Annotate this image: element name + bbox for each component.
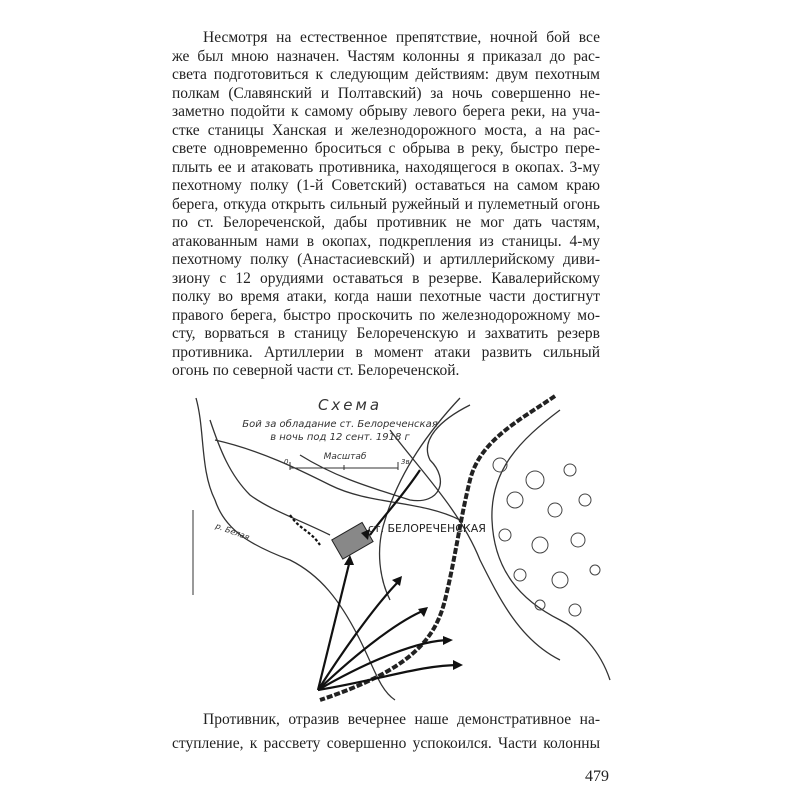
text-line: ступление, к рассвету совершенно успокоился. Части колонны xyxy=(172,735,600,752)
text-line: атакованным нами в окопах, подкрепления из станицы. 4-му xyxy=(172,232,600,250)
map-title: Схема xyxy=(317,396,383,414)
text-line: пехотному полку (1-й Советский) оставаться на самом краю xyxy=(172,177,600,194)
text-line: по ст. Белореченской, дабы противник не мог дать частям, xyxy=(172,214,600,231)
text-line: противника. Артиллерии в момент атаки развить сильный xyxy=(172,343,600,361)
scale-label: Масштаб xyxy=(323,452,367,462)
river-line xyxy=(492,410,610,680)
scale-end: 3в xyxy=(401,458,410,466)
station-block xyxy=(332,522,373,559)
text-line: заметно подойти к самому обрыву левого берега реки, на уча- xyxy=(172,103,600,120)
station-label: ст. БЕЛОРЕЧЕНСКАЯ xyxy=(368,522,486,535)
map-subtitle: Бой за обладание ст. Белореченская xyxy=(242,419,438,430)
forest-marks xyxy=(493,458,600,616)
text-line: полкам (Славянский и Полтавский) за ночь совершенно не- xyxy=(172,84,600,102)
text-line: Противник, отразив вечернее наше демонстративное на- xyxy=(203,711,600,728)
page-number: 479 xyxy=(585,768,609,785)
map-date: в ночь под 12 сент. 1918 г xyxy=(270,432,410,443)
attack-arrows xyxy=(290,470,460,690)
text-line: полку во время атаки, когда наши пехотные части достигнут xyxy=(172,288,600,305)
text-line: правого берега, быстро проскочить по железнодорожному мо- xyxy=(172,306,600,324)
scale-start: 0 xyxy=(284,458,289,466)
text-line: стке станицы Ханская и железнодорожного моста, а на рас- xyxy=(172,121,600,139)
paragraph-continuation xyxy=(172,708,600,756)
text-line: Несмотря на естественное препятствие, ночной бой все xyxy=(203,29,600,46)
river-bank-line xyxy=(196,398,395,700)
text-line: зиону с 12 орудиями оставаться в резерве. Кавалерийскому xyxy=(172,269,600,287)
text-line: свете одновременно броситься с обрыва в реку, быстро пере- xyxy=(172,140,600,157)
text-line: берега, откуда открыть сильный ружейный и пулеметный огонь xyxy=(172,195,600,213)
river-label: р. Белая xyxy=(214,521,251,542)
text-line: плыть ее и атаковать противника, находящегося в окопах. 3-му xyxy=(172,158,600,176)
text-line: пехотному полку (Анастасиевский) и артиллерийскому диви- xyxy=(172,251,600,268)
text-line: света подготовиться к следующим действиям: двум пехотным xyxy=(172,66,600,83)
text-line: сту, ворваться в станицу Белореченскую и захватить резерв xyxy=(172,325,600,342)
text-line: же был мною назначен. Частям колонны я приказал до рас- xyxy=(172,47,600,65)
scale-bar xyxy=(290,462,398,470)
text-line: огонь по северной части ст. Белореченской. xyxy=(172,362,460,379)
